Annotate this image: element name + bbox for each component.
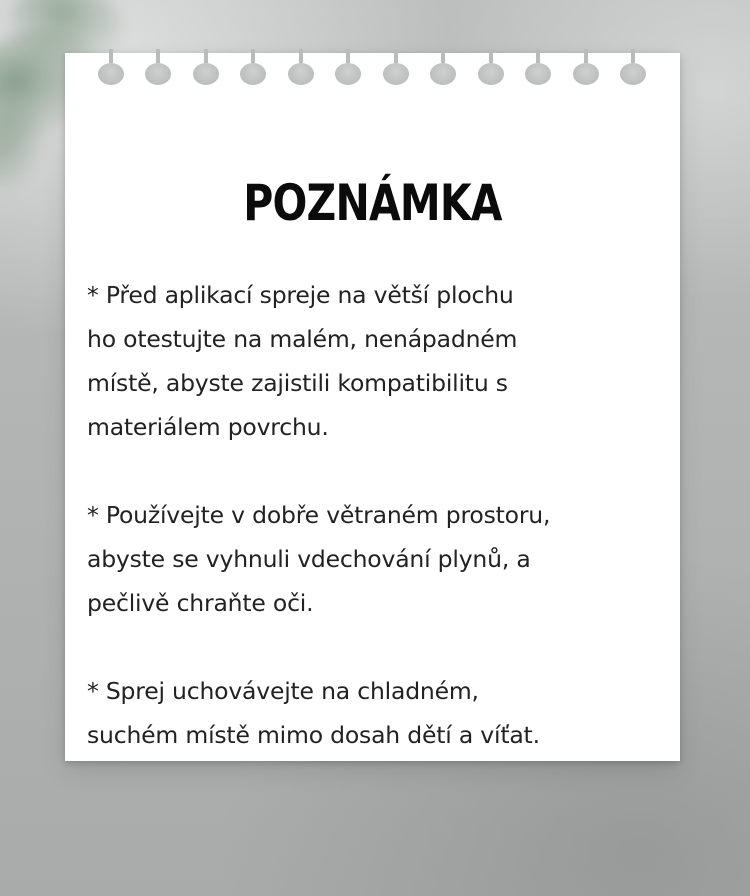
binding-hole (573, 63, 599, 89)
note-line: místě, abyste zajistili kompatibilitu s (87, 369, 508, 397)
binding-hole (193, 63, 219, 89)
note-line: ho otestujte na malém, nenápadném (87, 325, 518, 353)
note-body (87, 273, 667, 801)
note-line: pečlivě chraňte oči. (87, 589, 314, 617)
note-line: * Před aplikací spreje na větší plochu (87, 281, 514, 309)
note-line: * Používejte v dobře větraném prostoru, (87, 501, 551, 529)
note-line: materiálem povrchu. (87, 413, 329, 441)
binding-hole (288, 63, 314, 89)
binding-hole (98, 63, 124, 89)
note-paragraph-ventilation (87, 493, 667, 625)
note-paragraph-storage (87, 669, 667, 757)
binding-hole (240, 63, 266, 89)
binding-hole (620, 63, 646, 89)
binding-hole (525, 63, 551, 89)
notepad-sheet (65, 53, 680, 761)
binding-hole (145, 63, 171, 89)
note-line: suchém místě mimo dosah dětí a víťat. (87, 721, 540, 749)
binding-hole (335, 63, 361, 89)
binding-holes (98, 63, 646, 89)
binding-hole (430, 63, 456, 89)
note-paragraph-testing (87, 273, 667, 449)
binding-hole (383, 63, 409, 89)
note-line: abyste se vyhnuli vdechování plynů, a (87, 545, 531, 573)
note-title: POZNÁMKA (243, 174, 502, 232)
binding-hole (478, 63, 504, 89)
note-line: * Sprej uchovávejte na chladném, (87, 677, 479, 705)
